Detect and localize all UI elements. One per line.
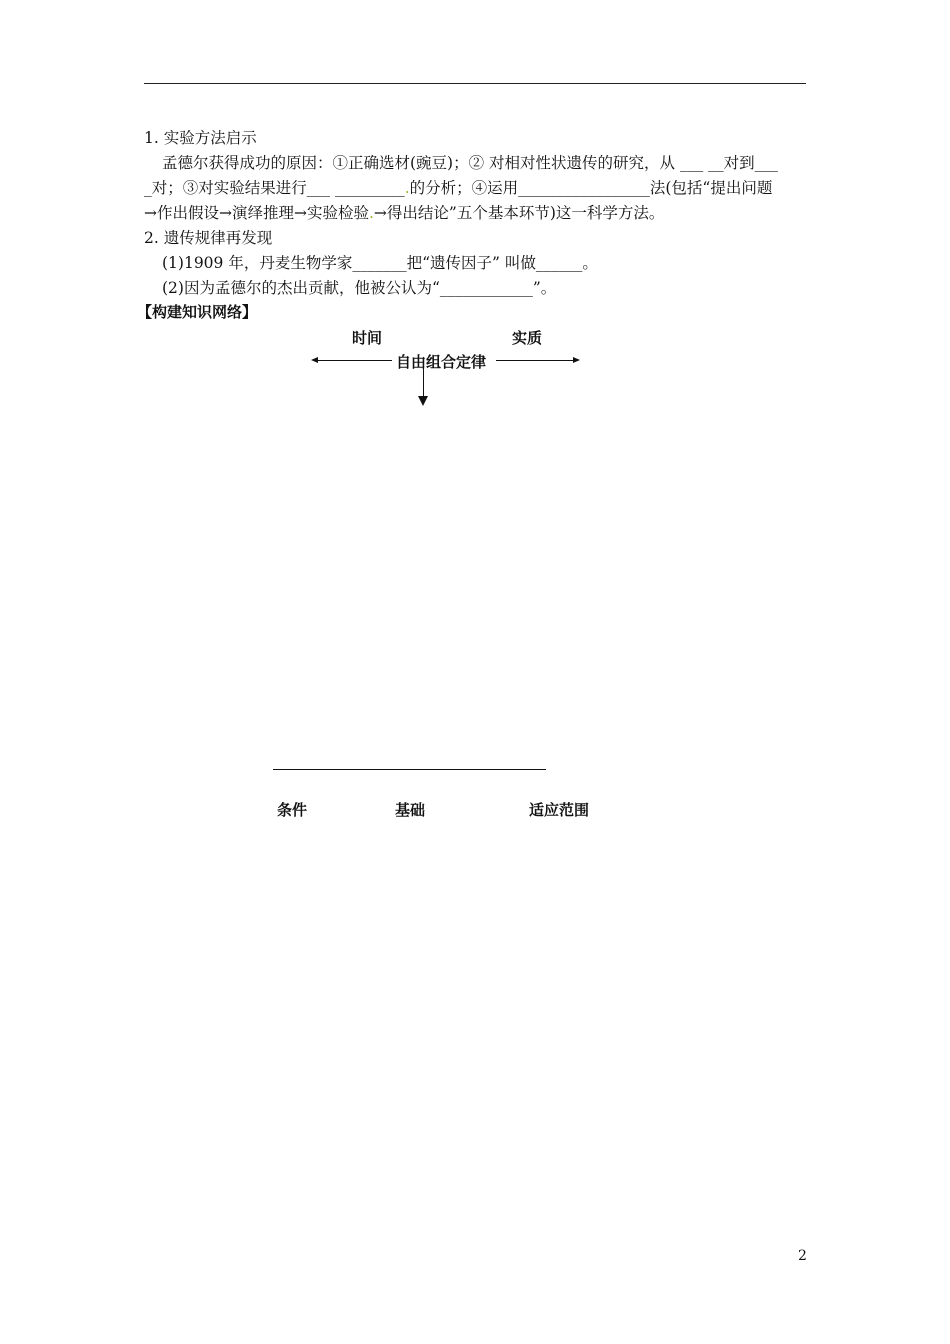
section1-line3-b: →得出结论”五个基本环节)这一科学方法。 [373,204,665,222]
section2-item1: (1)1909 年，丹麦生物学家_______把“遗传因子” 叫做______。 [162,254,598,272]
label-scope: 适应范围 [529,801,590,819]
page-number: 2 [798,1248,807,1264]
right-arrow-line [496,360,574,361]
section1-line1: 孟德尔获得成功的原因：①正确选材(豌豆)；② 对相对性状遗传的研究，从 ___ __对到___ [162,154,778,172]
section1-line2-a: _对；③对实验结果进行___ _________ [144,179,405,197]
label-essence: 实质 [512,329,543,347]
header-rule [144,83,806,84]
network-title: 【构建知识网络】 [137,303,258,321]
green-dot-mark: . [404,179,410,197]
section1-line3-a: →作出假设→演绎推理→实验检验 [144,204,369,222]
center-law: 自由组合定律 [396,353,487,371]
label-basis: 基础 [395,801,426,819]
section2-item2: (2)因为孟德尔的杰出贡献，他被公认为“____________”。 [162,279,557,297]
section2-heading: 2. 遗传规律再发现 [144,229,273,247]
down-arrow-line [423,368,424,396]
label-time: 时间 [352,329,383,347]
down-arrow-icon [418,396,428,406]
section1-line3 [144,203,664,223]
green-dot-mark: . [368,204,374,222]
left-arrow-line [316,360,392,361]
section1-heading: 1. 实验方法启示 [144,129,257,147]
right-arrow-icon [573,357,580,363]
label-condition: 条件 [277,801,308,819]
section1-line2-b: 的分析；④运用_________________法(包括“提出问题 [409,179,773,197]
section1-line2 [144,178,772,198]
diagram-rule [273,769,546,770]
